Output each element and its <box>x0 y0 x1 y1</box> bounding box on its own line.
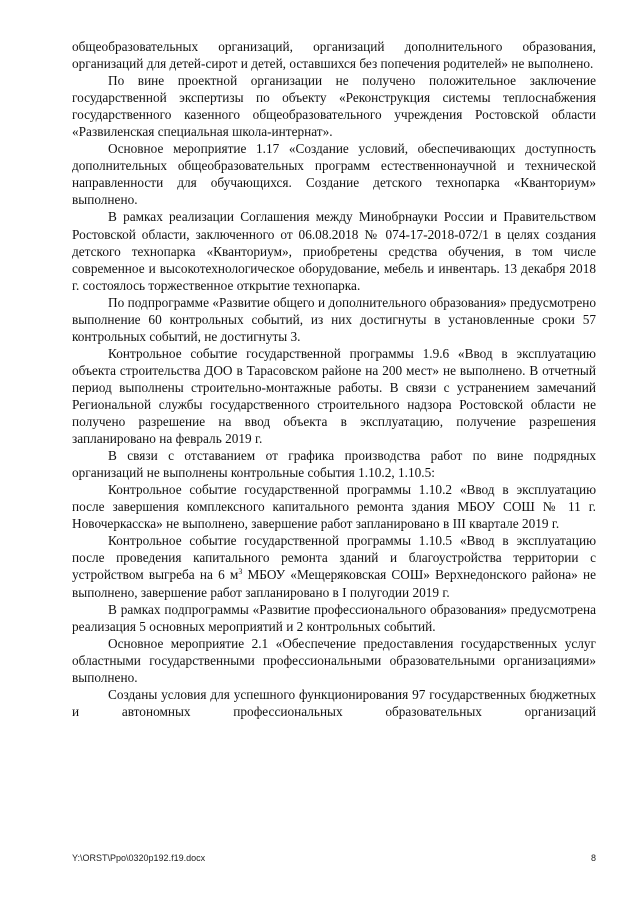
cubic-superscript: 3 <box>238 567 243 577</box>
paragraph-10: В рамках подпрограммы «Развитие профессионального образования» предусмотрена реализация 5 основных мероприятий и 2 контрольных событий. <box>72 601 596 634</box>
paragraph-6: Контрольное событие государственной программы 1.9.6 «Ввод в эксплуатацию объекта строительства ДОО в Тарасовском районе на 200 мест» не выполнено. В отчетный период выполнены строительно-монтажные работы. В связи с устранением замечаний Региональной службы государственного строительного надзора Ростовской области не получено разрешение на ввод объекта в эксплуатацию, получение разрешения запланировано на февраль 2019 г. <box>72 345 596 447</box>
paragraph-1: общеобразовательных организаций, организаций дополнительного образования, организаций для детей-сирот и детей, оставшихся без попечения родителей» не выполнено. <box>72 39 596 72</box>
document-body <box>72 38 596 720</box>
paragraph-11: Основное мероприятие 2.1 «Обеспечение предоставления государственных услуг областными государственными профессиональными образовательными организациями» выполнено. <box>72 635 596 685</box>
paragraph-4: В рамках реализации Соглашения между Минобрнауки России и Правительством Ростовской области, заключенного от 06.08.2018 № 074-17-2018-072/1 в целях создания детского технопарка «Кванториум», приобретены средства обучения, в том числе современное и высокотехнологическое оборудование, мебель и инвентарь. 13 декабря 2018 г. состоялось торжественное открытие технопарка. <box>72 209 596 293</box>
paragraph-5: По подпрограмме «Развитие общего и дополнительного образования» предусмотрено выполнение 60 контрольных событий, из них достигнуты в установленные сроки 57 контрольных событий, не достигнуты 3. <box>72 294 596 344</box>
footer-file-path: Y:\ORST\Ppo\0320p192.f19.docx <box>72 853 206 863</box>
paragraph-12: Созданы условия для успешного функционирования 97 государственных бюджетных и автономных профессиональных образовательных организаций <box>72 686 596 719</box>
paragraph-7: В связи с отставанием от графика производства работ по вине подрядных организаций не выполнены контрольные события 1.10.2, 1.10.5: <box>72 448 596 481</box>
paragraph-9-text-before: Контрольное событие государственной программы 1.10.5 «Ввод в эксплуатацию после проведения капитального ремонта зданий и благоустройства территории с устройством выгреба на 6 м <box>72 533 596 583</box>
paragraph-8: Контрольное событие государственной программы 1.10.2 «Ввод в эксплуатацию после завершения комплексного капитального ремонта здания МБОУ СОШ № 11 г. Новочеркасска» не выполнено, завершение работ запланировано в III квартале 2019 г. <box>72 482 596 532</box>
paragraph-9 <box>72 532 596 600</box>
paragraph-9-text-after: МБОУ «Мещеряковская СОШ» Верхнедонского района» не выполнено, завершение работ запланировано в I полугодии 2019 г. <box>72 567 596 600</box>
paragraph-2: По вине проектной организации не получено положительное заключение государственной экспертизы по объекту «Реконструкция системы теплоснабжения государственного казенного общеобразовательного учреждения Ростовской области «Развиленская специальная школа-интернат». <box>72 73 596 140</box>
page-footer <box>72 853 596 867</box>
page-number: 8 <box>590 853 596 863</box>
paragraph-3: Основное мероприятие 1.17 «Создание условий, обеспечивающих доступность дополнительных общеобразовательных программ естественнонаучной и технической направленности для обучающихся. Создание детского технопарка «Кванториум» выполнено. <box>72 141 596 208</box>
